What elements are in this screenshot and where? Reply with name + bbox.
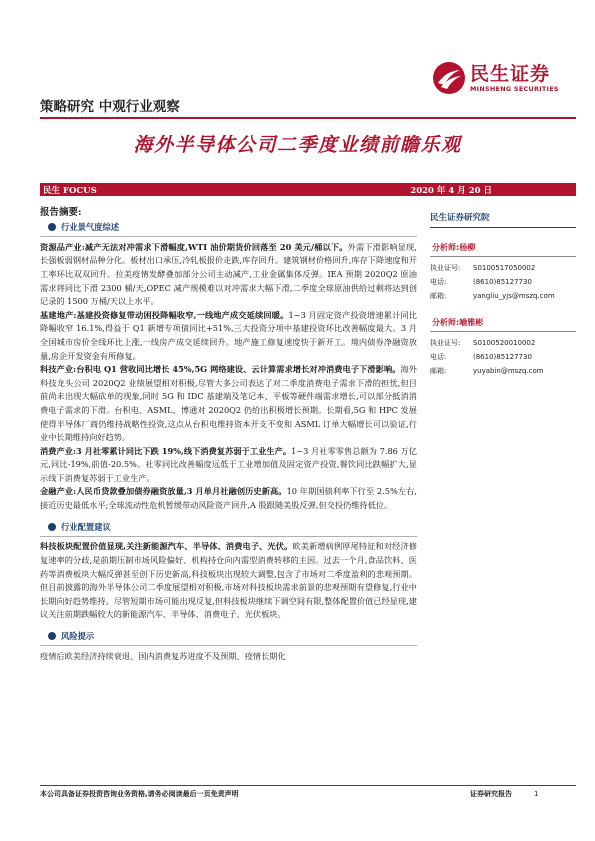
paragraph-lead: 资源品产业:减产无法对冲需求下滑幅度,WTI 油价期货价回落至 20 美元/桶以下。: [40, 241, 348, 252]
info-value: S0100517050002: [473, 263, 536, 272]
paragraph: [40, 540, 417, 622]
logo-name-en: MINSHENG SECURITIES: [470, 84, 559, 93]
section-heading: [40, 220, 417, 234]
footer-divider: [40, 785, 576, 786]
paragraph: [40, 650, 417, 664]
focus-label: 民生 FOCUS: [43, 185, 97, 196]
paragraph: [40, 485, 417, 512]
section-heading: [40, 629, 417, 643]
email-link[interactable]: yuyabin@mszq.com: [473, 366, 544, 375]
paragraph-lead: 消费产业:3 月社零累计同比下跌 19%,线下消费复苏弱于工业生产。: [40, 445, 292, 456]
paragraph: [40, 241, 417, 309]
paragraph-lead: 基建地产:基建投资修复带动困投降幅收窄,一线地产成交延续回暖。: [40, 309, 289, 320]
info-key: 邮箱:: [430, 366, 447, 375]
paragraph-body: 1~3 月社零零售总额为 7.86 万亿元,同比-19%,前值-20.5%。社零同比改善幅度远低于工业增加值及固定资产投资,餐饮同比跌幅扩大,显示线下消费复苏弱于工业生产。: [40, 445, 417, 483]
institute-divider: [430, 227, 576, 228]
section-heading-text: 行业景气度综述: [61, 222, 120, 232]
focus-bar: [40, 183, 576, 196]
paragraph-body: 疫情后欧美经济持续衰退、国内消费复苏进度不及预期、疫情长期化: [40, 650, 286, 661]
paragraph-body: 10 年期国债利率下行至 2.5%左右,接近历史最低水平;全球流动性危机暂缓带动风险资产回升,A 股跟随美股反弹,但交投仍维持低位。: [40, 486, 417, 511]
paragraph-body: 海外科技龙头公司 2020Q2 业绩展望相对积极,尽管大多公司表达了对二季度消费电子需求下滑的担忧,但目前尚未出现大幅砍单的现象,同时 5G 和 IDC 基建端及笔记本、平板等硬件端需求增长,可以部分抵消消费电子需求的下滑。台积电、ASML、博通对 2020Q2 仍给出积极增长预期。长期看,5G 和 HPC 发展使得半导体厂商仍维持战略性投资,这点从台积电维持资本开支不变和 ASML 订单大幅增长可以验证,行业中长期维持向好趋势。: [40, 364, 417, 443]
info-value: S0100520010002: [473, 338, 536, 347]
minsheng-logo-icon: [432, 61, 466, 95]
section-heading-text: 行业配置建议: [61, 521, 111, 532]
logo-name-cn: 民生证券: [470, 62, 551, 85]
company-logo: [432, 60, 572, 96]
paragraph-body: 外需下滑影响显现,长强板弱钢材品种分化。板材出口承压,冷轧板报价走跌,库存回升。建筑钢材价格回升,库存下降速度和开工率环比双双回升。拉美疫情发酵叠加部分公司主动减产,工业金属集体反弹。IEA 预期 2020Q2 原油需求将同比下滑 2300 桶/天,OPEC 减产规模难以对冲需求大幅下滑,二季度全球原油供给过剩将达到创记录的 1500 万桶/天以上水平。: [40, 241, 417, 307]
info-value: (8610)85127730: [473, 277, 532, 286]
footer-right: [470, 789, 538, 799]
info-key: 执业证号:: [430, 338, 461, 347]
page-title: 海外半导体公司二季度业绩前瞻乐观: [133, 134, 462, 156]
analyst-name: 分析师:杨柳: [432, 243, 476, 252]
bullet-icon: [48, 632, 56, 640]
footer-disclaimer: 本公司具备证券投资咨询业务资格,请务必阅读最后一页免责声明: [40, 790, 239, 798]
info-key: 邮箱:: [430, 291, 447, 300]
summary-label: 报告摘要:: [40, 207, 82, 218]
paragraph: [40, 363, 417, 445]
info-row: [430, 350, 576, 364]
analyst-card: [430, 317, 576, 378]
footer-label: 证券研究报告: [470, 790, 512, 798]
section-divider: [40, 536, 417, 537]
analyst-divider: [430, 256, 576, 257]
section-heading: [40, 520, 417, 534]
paragraph-lead: 金融产业:人民币贷款叠加债券融资放量,3 月单月社融创历史新高。: [40, 486, 287, 497]
paragraph-lead: 科技产业:台积电 Q1 营收同比增长 45%,5G 网络建设、云计算需求增长对冲消费电子下滑影响。: [40, 364, 401, 375]
paragraph-body: 欧美新增病例厚尾特征和对经济修复速率的分歧,是前期压制市场风险偏好、机构持仓向内需型消费转移的主因。过去一个月,食品饮料、医药等消费板块大幅反弹甚至创下历史新高,科技板块出现较大调整,包含了市场对二季度盈利的悲观预期。但目前披露的海外半导体公司二季度展望相对积极,市场对科技板块需求前景的悲观预期有望修复,行业中长期向好趋势维持。尽管短期市场可能出现反复,但科技板块继续下调空间有限,整体配置价值已经显现,建议关注前期跌幅较大的新能源汽车、半导体、消费电子、光伏板块。: [40, 541, 417, 620]
bullet-icon: [48, 523, 56, 531]
page-number: 1: [534, 790, 539, 798]
report-body: [40, 220, 417, 663]
info-key: 电话:: [430, 277, 447, 286]
bullet-icon: [48, 223, 56, 231]
info-row: [430, 364, 576, 378]
info-value: (8610)85127730: [473, 352, 532, 361]
paragraph: [40, 309, 417, 363]
header-divider: [40, 117, 576, 119]
paragraph: [40, 445, 417, 486]
analyst-card: [430, 242, 576, 303]
analyst-name: 分析师:喻雅彬: [432, 317, 484, 327]
info-row: [430, 275, 576, 289]
sidebar: [430, 211, 576, 378]
email-link[interactable]: yangliu_yjs@mszq.com: [473, 291, 555, 300]
section-heading-text: 风险提示: [61, 631, 95, 642]
analyst-divider: [430, 331, 576, 332]
info-row: [430, 336, 576, 350]
institute-name: 民生证券研究院: [430, 213, 490, 223]
info-key: 电话:: [430, 352, 447, 361]
section-divider: [40, 645, 417, 646]
paragraph-lead: 科技板块配置价值显现,关注新能源汽车、半导体、消费电子、光伏。: [40, 541, 293, 552]
info-row: [430, 261, 576, 275]
report-type: 策略研究 中观行业观察: [40, 99, 180, 115]
paragraph-body: 1~3 月固定资产投资增速累计同比降幅收窄 16.1%,得益于 Q1 新增专项债同比+51%,三大投资分项中基建投资环比改善幅度最大。3 月全国城市房价全线环比上涨,一线房产成交延续回升。地产施工修复速度快于新开工。境内债券净融资放量,房企开发资金有所修复。: [40, 309, 417, 361]
section-divider: [40, 236, 417, 237]
report-date: 2020 年 4 月 20 日: [410, 185, 492, 196]
info-key: 执业证号:: [430, 263, 461, 272]
info-row: [430, 289, 576, 303]
